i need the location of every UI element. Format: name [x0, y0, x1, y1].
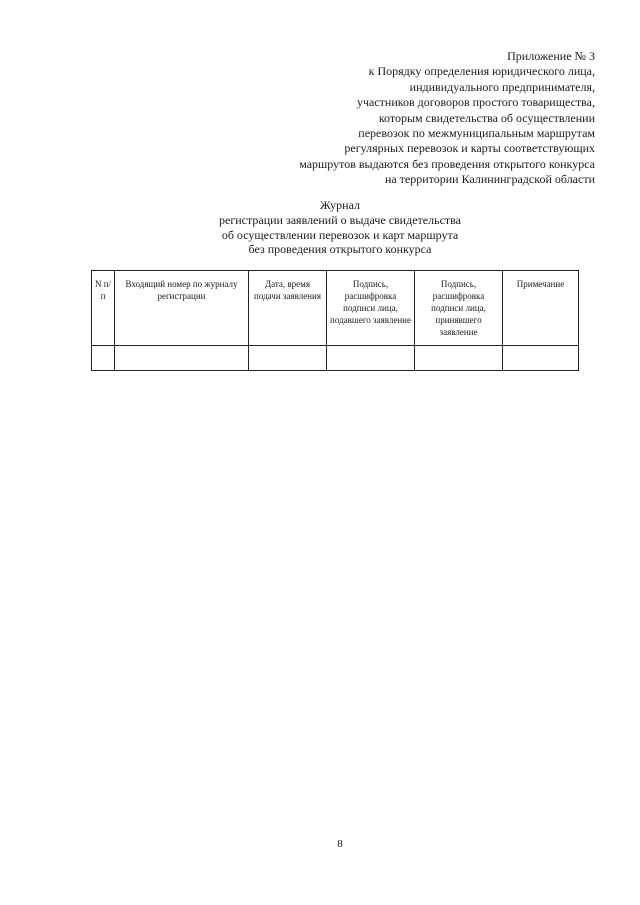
journal-title-block [0, 198, 640, 257]
appendix-line: регулярных перевозок и карты соответствующих [344, 141, 595, 156]
header-cell-number: N п/п [92, 271, 115, 346]
table-cell [327, 346, 415, 371]
header-cell-date-time: Дата, время подачи заявления [249, 271, 327, 346]
appendix-block [235, 49, 595, 188]
appendix-line: индивидуального предпринимателя, [409, 79, 595, 94]
journal-subtitle-line: без проведения открытого конкурса [248, 242, 432, 257]
appendix-line: участников договоров простого товарищества, [356, 95, 595, 110]
journal-subtitle-line: об осуществлении перевозок и карт маршрута [221, 227, 459, 242]
header-cell-receiver-signature: Подпись, расшифровка подписи лица, принявшего заявление [415, 271, 503, 346]
header-cell-note: Примечание [503, 271, 579, 346]
journal-title: Журнал [319, 198, 360, 212]
header-cell-incoming-number: Входящий номер по журналу регистрации [115, 271, 249, 346]
header-cell-applicant-signature: Подпись, расшифровка подписи лица, подавшего заявление [327, 271, 415, 346]
table-cell [92, 346, 115, 371]
appendix-line: к Порядку определения юридического лица, [368, 64, 595, 79]
table-row [92, 346, 579, 371]
appendix-line: которым свидетельства об осуществлении [378, 110, 595, 125]
table-cell [249, 346, 327, 371]
table-cell [503, 346, 579, 371]
table-cell [115, 346, 249, 371]
registration-table [91, 270, 579, 371]
appendix-line: на территории Калининградской области [384, 172, 595, 187]
table-cell [415, 346, 503, 371]
appendix-title: Приложение № 3 [507, 49, 595, 63]
table-header-row [92, 271, 579, 346]
appendix-line: маршрутов выдаются без проведения открытого конкурса [299, 156, 595, 171]
appendix-line: перевозок по межмуниципальным маршрутам [358, 126, 595, 141]
journal-subtitle-line: регистрации заявлений о выдаче свидетельства [219, 212, 461, 227]
page-number: 8 [337, 838, 343, 850]
